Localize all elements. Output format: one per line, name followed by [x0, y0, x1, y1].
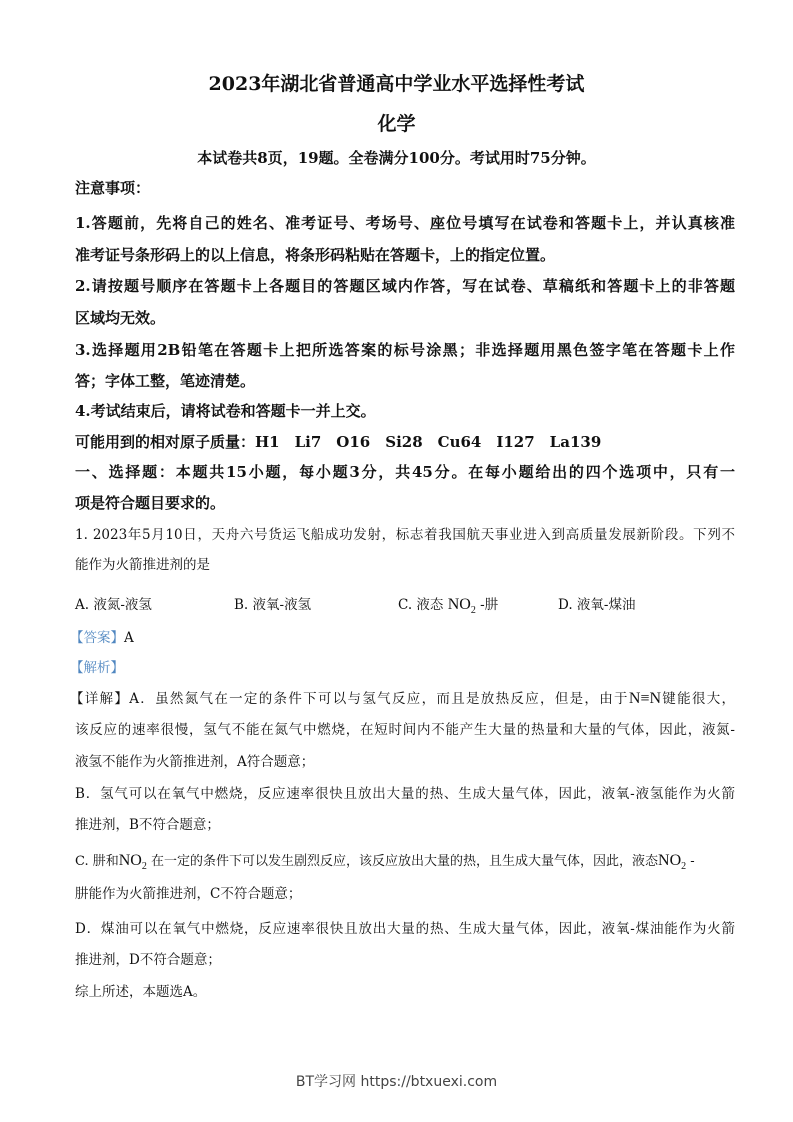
detail-text: A．虽然氮气在一定的条件下可以与氢气反应，而且是放热反应，但是，由于: [129, 691, 629, 707]
detail-text: -: [690, 854, 695, 869]
detail-line: D．煤油可以在氧气中燃烧，反应速率很快且放出大量的热、生成大量气体，因此，液氧-煤油能作为火箭: [75, 921, 735, 937]
option-b: B. 液氧-液氢: [234, 597, 312, 613]
formula-text: NO: [658, 852, 682, 869]
formula-subscript: 2: [681, 861, 687, 873]
detail-text: 在一定的条件下可以发生剧烈反应，该反应放出大量的热，且生成大量气体，因此，液态: [151, 854, 659, 869]
formula: [447, 596, 476, 617]
subject-title: 化学: [377, 113, 416, 135]
exam-title: 2023年湖北省普通高中学业水平选择性考试: [208, 73, 585, 95]
detail-line: [75, 851, 735, 877]
notice-line: 区域均无效。: [75, 309, 166, 327]
answer-label: 【答案】: [70, 630, 124, 646]
notice-line: 答；字体工整，笔迹清楚。: [75, 372, 256, 390]
notice-line: 3.选择题用2B铅笔在答题卡上把所选答案的标号涂黑；非选择题用黑色签字笔在答题卡上作: [75, 341, 735, 359]
detail-line: 综上所述，本题选A。: [75, 984, 207, 1000]
detail-line: [70, 689, 735, 709]
notice-line: 1.答题前，先将自己的姓名、准考证号、考场号、座位号填写在试卷和答题卡上，并认真核准: [75, 214, 735, 232]
formula-subscript: 2: [141, 861, 147, 873]
formula-subscript: 2: [470, 605, 476, 617]
detail-line: B．氢气可以在氧气中燃烧，反应速率很快且放出大量的热、生成大量气体，因此，液氧-液氢能作为火箭: [75, 786, 735, 802]
answer-line: [70, 628, 730, 648]
detail-text: 键能很大，: [661, 691, 736, 707]
detail-text: C. 肼和: [75, 854, 119, 869]
option-c: [398, 593, 498, 616]
detail-line: 液氢不能作为火箭推进剂，A符合题意；: [75, 754, 315, 770]
section-heading: 一、选择题：本题共15小题，每小题3分，共45分。在每小题给出的四个选项中，只有一: [75, 463, 735, 481]
option-c-text: C. 液态: [398, 597, 444, 613]
footer-watermark: BT学习网 https://btxuexi.com: [295, 1074, 498, 1090]
option-c-suffix: -肼: [480, 597, 499, 613]
notice-line: 2.请按题号顺序在答题卡上各题目的答题区域内作答，写在试卷、草稿纸和答题卡上的非答题: [75, 277, 735, 295]
notice-line: 准考证号条形码上的以上信息，将条形码粘贴在答题卡，上的指定位置。: [75, 246, 556, 264]
question-stem: 能作为火箭推进剂的是: [75, 557, 210, 573]
exam-info: 本试卷共8页，19题。全卷满分100分。考试用时75分钟。: [197, 149, 596, 167]
detail-label: 【详解】: [70, 691, 130, 707]
notice-line: 4.考试结束后，请将试卷和答题卡一并上交。: [75, 402, 376, 420]
atomic-mass: 可能用到的相对原子质量：H1 Li7 O16 Si28 Cu64 I127 La139: [75, 433, 602, 451]
detail-line: 推进剂，D不符合题意；: [75, 952, 221, 968]
detail-line: 该反应的速率很慢，氢气不能在氮气中燃烧，在短时间内不能产生大量的热量和大量的气体，因此，液氮-: [75, 722, 735, 738]
detail-line: 肼能作为火箭推进剂，C不符合题意；: [75, 886, 302, 902]
formula: [118, 852, 147, 873]
formula-text: NO: [118, 852, 142, 869]
question-stem: 1. 2023年5月10日，天舟六号货运飞船成功发射，标志着我国航天事业进入到高质量发展新阶段。下列不: [75, 527, 735, 543]
analysis-label: 【解析】: [70, 660, 124, 676]
notice-heading: 注意事项：: [75, 179, 151, 197]
formula-text: NO: [447, 596, 471, 613]
detail-line: 推进剂，B不符合题意；: [75, 817, 220, 833]
formula: N≡N: [628, 690, 661, 707]
answer-value: A: [124, 630, 134, 646]
option-a: A. 液氮-液氢: [75, 597, 152, 613]
section-heading: 项是符合题目要求的。: [75, 494, 226, 512]
formula: [658, 852, 687, 873]
option-d: D. 液氧-煤油: [558, 597, 636, 613]
